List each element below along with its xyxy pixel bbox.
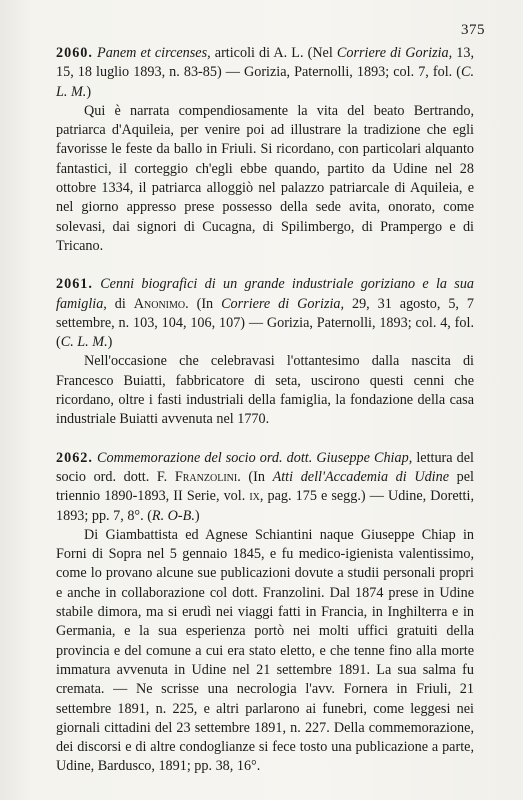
entry-citation: [56, 450, 474, 524]
citation-segment: pel triennio 1890-1893, II Serie, vol.: [56, 468, 474, 505]
entry-summary: Nell'occasione che celebravasi l'ottantesimo dalla nascita di Francesco Buiatti, fabbricatore di seta, uscirono questi cenni che ricordano, oltre i fasti industriali della famiglia, la fondazione della casa industriale Buiatti avvenuta nel 1770.: [56, 353, 474, 428]
citation-segment: Corriere di Gorizia,: [221, 295, 345, 312]
entry-number: 2061.: [56, 276, 93, 293]
entry-number: 2060.: [56, 45, 93, 61]
citation-segment: C. L. M.: [56, 64, 474, 100]
citation-segment: ): [86, 83, 92, 100]
citation-segment: lettura del socio ord. dott. F.: [56, 449, 474, 485]
citation-segment: Corriere di Gorizia,: [336, 45, 453, 61]
entry-heading: [56, 275, 474, 352]
citation-segment: Commemorazione del socio ord. dott. Giuseppe Chiap,: [97, 449, 413, 466]
citation-segment: ): [194, 507, 200, 524]
entry-citation: [56, 45, 474, 100]
entry-heading: [56, 44, 474, 102]
citation-segment: . (In: [185, 295, 222, 312]
entry-heading: [56, 449, 474, 526]
entry-summary: Di Giambattista ed Agnese Schiantini naque Giuseppe Chiap in Forni di Sopra nel 5 gennaio 1845, e fu medico-igienista valentissimo, come lo provano alcune sue publicazioni dovute a studii personali propri e anche in collaborazione col dott. Franzolini. Dal 1874 prese in Udine stabile dimora, ma si erudì nei viaggi fatti in Francia, in Inghilterra e in Germania, e la sua esperienza portò nei molti uffici gratuiti della provincia e del comune a cui era stato eletto, e che tenne fino alla morte immatura avvenuta in Udine nel 21 settembre 1891. La sua salma fu cremata. — Ne scrisse una necrologia l'avv. Fornera in Friuli, 21 settembre 1891, n. 225, e altri parlarono ai funebri, come leggesi nei giornali cittadini del 23 settembre 1891, n. 227. Della commemorazione, dei discorsi e di altre condoglianze si fece tosto una publicazione a parte, Udine, Bardusco, 1891; pp. 38, 16°.: [56, 526, 474, 775]
citation-segment: ix: [249, 488, 260, 505]
citation-segment: C. L. M.: [60, 334, 108, 351]
citation-segment: articoli di A. L. (Nel: [210, 45, 337, 61]
page-number: 375: [461, 22, 485, 38]
citation-segment: . (In: [237, 468, 273, 485]
entry-summary: Qui è narrata compendiosamente la vita del beato Bertrando, patriarca d'Aquileia, per venire poi ad illustrare la tradizione che egli favorisse le feste da ballo in Friuli. Si ricordano, con particolari alquanto fantastici, il corteggio ch'egli ebbe quando, partito da Udine nel 28 ottobre 1334, il patriarca alloggiò nel palazzo patriarcale di Aquileia, e nel giorno appresso prese possesso della sede avita, onorato, come solevasi, dai signori di Cucagna, di Spilimbergo, di Prampergo e di Tricano.: [56, 102, 474, 254]
citation-segment: , pag. 175 e segg.) — Udine, Doretti, 1893; pp. 7, 8°. (: [56, 488, 474, 524]
bibliography-entry: [56, 449, 474, 777]
citation-segment: 13, 15, 18 luglio 1893, n. 83-85) — Gorizia, Paternolli, 1893; col. 7, fol. (: [56, 45, 475, 81]
citation-segment: Franzolini: [174, 468, 238, 485]
citation-segment: Atti dell'Accademia di Udine: [272, 468, 450, 485]
bibliography-entry: [56, 44, 474, 256]
bibliography-entry: [56, 275, 474, 429]
citation-segment: ): [107, 334, 113, 351]
citation-segment: Cenni biografici di un grande industriale goriziano e la sua famiglia,: [56, 276, 475, 312]
citation-segment: Panem et circenses,: [97, 45, 211, 61]
citation-segment: Anonimo: [133, 295, 186, 312]
citation-segment: di: [106, 295, 134, 312]
entries-list: [56, 44, 474, 796]
entry-citation: [56, 276, 474, 350]
citation-segment: R. O-B.: [151, 507, 195, 524]
citation-segment: 29, 31 agosto, 5, 7 settembre, n. 103, 104, 106, 107) — Gorizia, Paternolli, 1893; col. 4, fol. (: [56, 295, 474, 351]
entry-number: 2062.: [56, 449, 93, 466]
